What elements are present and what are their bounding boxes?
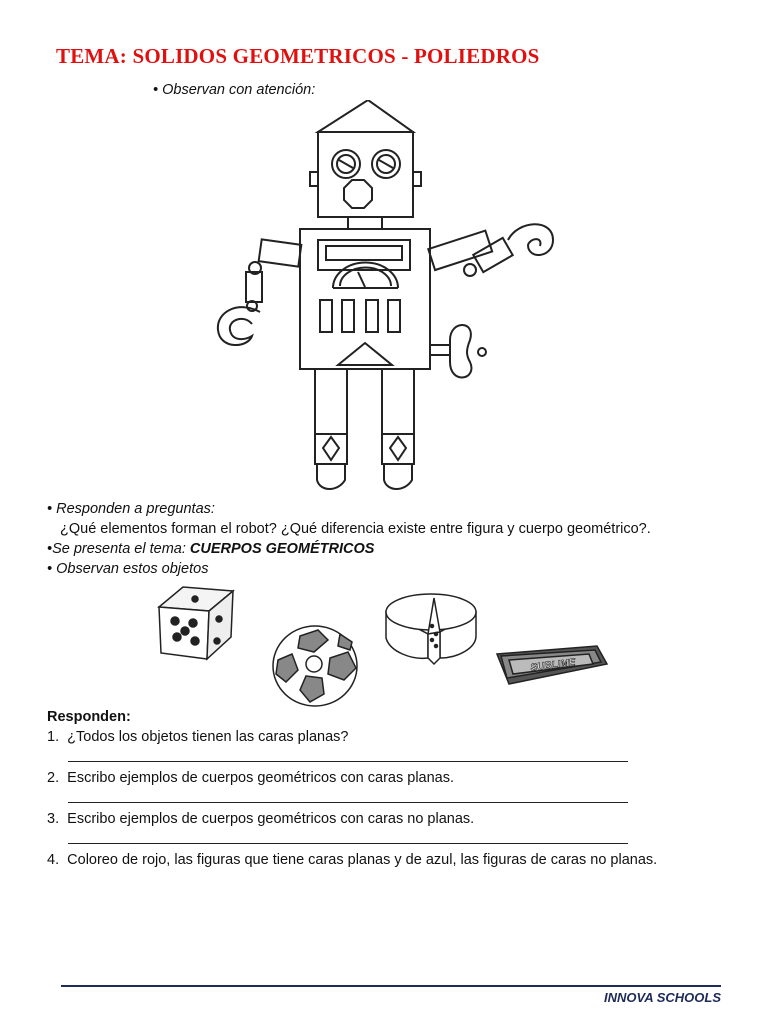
footer-brand: INNOVA SCHOOLS	[603, 990, 721, 1005]
question-text: Escribo ejemplos de cuerpos geométricos con caras no planas.	[67, 811, 475, 827]
questions-header: • Responden a preguntas:	[47, 501, 215, 517]
gum-label: SUBLIME	[529, 657, 576, 674]
question-2	[47, 769, 454, 787]
gum-image	[493, 640, 613, 690]
question-text: ¿Todos los objetos tienen las caras planas?	[67, 729, 349, 745]
answer-line-1[interactable]	[68, 761, 628, 762]
question-number: 4.	[47, 852, 60, 868]
objects-intro: • Observan estos objetos	[47, 561, 209, 577]
question-3	[47, 810, 474, 828]
topic-name: CUERPOS GEOMÉTRICOS	[189, 541, 375, 557]
questions-text: ¿Qué elementos forman el robot? ¿Qué diferencia existe entre figura y cuerpo geométrico?.	[60, 521, 651, 537]
topic-prefix: •Se presenta el tema:	[47, 541, 190, 557]
intro-text: • Observan con atención:	[153, 82, 316, 98]
topic-line	[47, 540, 374, 558]
question-1	[47, 728, 348, 746]
answer-line-2[interactable]	[68, 802, 628, 803]
question-4	[47, 851, 657, 869]
page-title: TEMA: SOLIDOS GEOMETRICOS - POLIEDROS	[56, 44, 540, 68]
respond-header: Responden:	[47, 709, 131, 725]
question-text: Coloreo de rojo, las figuras que tiene caras planas y de azul, las figuras de caras no planas.	[67, 852, 658, 868]
question-number: 3.	[47, 811, 60, 827]
robot-image	[208, 100, 560, 498]
cheese-image	[382, 590, 480, 666]
dice-image	[155, 583, 237, 663]
question-number: 1.	[47, 729, 60, 745]
question-text: Escribo ejemplos de cuerpos geométricos con caras planas.	[67, 770, 455, 786]
footer-divider	[61, 985, 721, 987]
question-number: 2.	[47, 770, 60, 786]
answer-line-3[interactable]	[68, 843, 628, 844]
ball-image	[270, 624, 360, 708]
